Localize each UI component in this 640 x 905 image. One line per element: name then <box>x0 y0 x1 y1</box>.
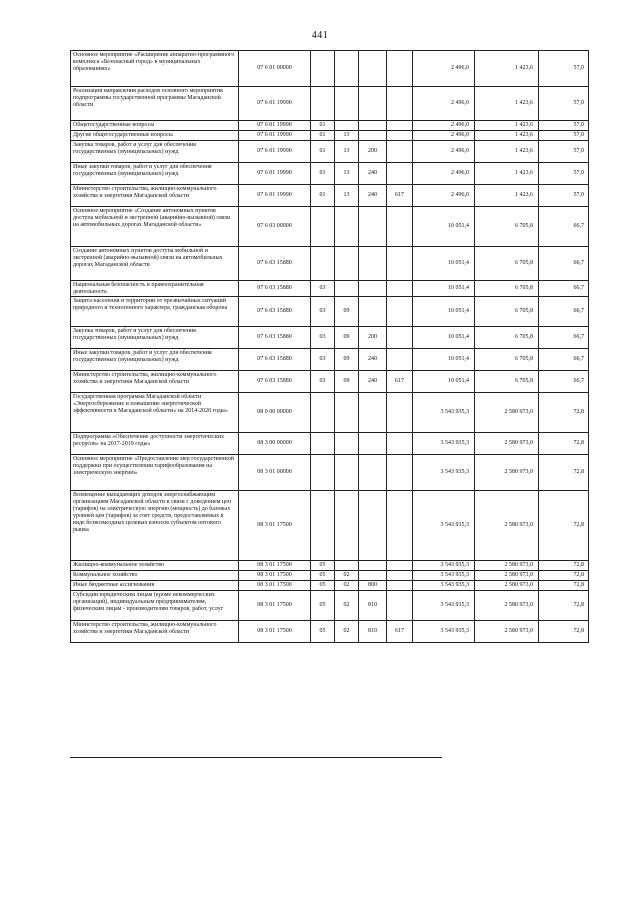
row-pr: 02 <box>335 571 359 581</box>
row-name: Жилищно-коммунальное хозяйство <box>71 561 239 571</box>
row-pct: 72,8 <box>539 581 589 591</box>
table-row <box>71 581 589 591</box>
row-pr <box>335 51 359 87</box>
row-vr <box>359 87 387 121</box>
row-fact: 1 423,6 <box>475 131 539 141</box>
row-grbs <box>387 393 413 433</box>
row-pr: 09 <box>335 371 359 393</box>
row-pr <box>335 491 359 561</box>
row-vr <box>359 561 387 571</box>
row-vr <box>359 51 387 87</box>
row-grbs <box>387 297 413 327</box>
row-csr: 08 3 01 17500 <box>239 561 311 571</box>
row-fact: 6 705,8 <box>475 207 539 247</box>
row-plan: 2 496,0 <box>413 185 475 207</box>
row-csr: 08 3 01 17500 <box>239 581 311 591</box>
row-fact: 6 705,8 <box>475 247 539 281</box>
row-vr: 240 <box>359 163 387 185</box>
row-csr: 08 3 01 17500 <box>239 571 311 581</box>
row-fact: 1 423,6 <box>475 185 539 207</box>
row-rz <box>311 87 335 121</box>
row-csr: 07 6 03 15880 <box>239 349 311 371</box>
table-row <box>71 327 589 349</box>
row-pct: 57,0 <box>539 141 589 163</box>
row-pr <box>335 393 359 433</box>
table-row <box>71 491 589 561</box>
row-grbs <box>387 131 413 141</box>
row-pct: 66,7 <box>539 247 589 281</box>
row-pr: 02 <box>335 581 359 591</box>
table-row <box>71 163 589 185</box>
row-grbs <box>387 455 413 491</box>
row-name: Подпрограмма «Обеспечение доступности энергетических ресурсов» на 2017-2019 годы» <box>71 433 239 455</box>
row-pct: 72,8 <box>539 393 589 433</box>
row-pr: 13 <box>335 131 359 141</box>
row-rz: 01 <box>311 185 335 207</box>
row-name: Общегосударственные вопросы <box>71 121 239 131</box>
row-grbs <box>387 433 413 455</box>
row-name: Министерство строительства, жилищно-коммунального хозяйства и энергетики Магаданской области <box>71 621 239 643</box>
row-pr <box>335 207 359 247</box>
row-rz: 05 <box>311 581 335 591</box>
row-plan: 2 496,0 <box>413 131 475 141</box>
row-grbs <box>387 281 413 297</box>
row-pr <box>335 87 359 121</box>
row-vr <box>359 393 387 433</box>
row-grbs <box>387 87 413 121</box>
row-vr: 200 <box>359 141 387 163</box>
row-plan: 2 496,0 <box>413 51 475 87</box>
row-pct: 57,0 <box>539 185 589 207</box>
row-fact: 1 423,6 <box>475 51 539 87</box>
row-plan: 10 051,4 <box>413 327 475 349</box>
row-pr: 09 <box>335 349 359 371</box>
row-rz: 01 <box>311 163 335 185</box>
row-name: Создание автономных пунктов доступа мобильной и экстренной (аварийно-вызывной) связи на автомобильных дорогах Магаданской области <box>71 247 239 281</box>
row-vr: 810 <box>359 621 387 643</box>
row-grbs <box>387 141 413 163</box>
row-name: Закупка товаров, работ и услуг для обеспечения государственных (муниципальных) нужд <box>71 327 239 349</box>
row-fact: 1 423,6 <box>475 87 539 121</box>
row-plan: 10 051,4 <box>413 297 475 327</box>
row-csr: 07 6 01 19990 <box>239 131 311 141</box>
table-row <box>71 281 589 297</box>
row-plan: 3 543 935,3 <box>413 561 475 571</box>
table-row <box>71 561 589 571</box>
row-grbs <box>387 491 413 561</box>
row-name: Закупка товаров, работ и услуг для обеспечения государственных (муниципальных) нужд <box>71 141 239 163</box>
row-csr: 07 6 01 19990 <box>239 163 311 185</box>
row-name: Реализация направления расходов основного мероприятия подпрограммы государственной программы Магаданской области <box>71 87 239 121</box>
row-fact: 1 423,6 <box>475 121 539 131</box>
table-row <box>71 591 589 621</box>
row-csr: 07 6 03 15880 <box>239 247 311 281</box>
row-pct: 72,8 <box>539 621 589 643</box>
row-plan: 3 543 935,3 <box>413 591 475 621</box>
row-pct: 72,8 <box>539 571 589 581</box>
table-row <box>71 621 589 643</box>
row-plan: 2 496,0 <box>413 141 475 163</box>
row-fact: 2 580 973,0 <box>475 455 539 491</box>
row-pct: 57,0 <box>539 87 589 121</box>
row-name: Министерство строительства, жилищно-коммунального хозяйства и энергетики Магаданской области <box>71 185 239 207</box>
row-pct: 66,7 <box>539 327 589 349</box>
row-csr: 08 3 00 00000 <box>239 433 311 455</box>
row-pr: 13 <box>335 163 359 185</box>
row-name: Другие общегосударственные вопросы <box>71 131 239 141</box>
row-rz <box>311 455 335 491</box>
table-row <box>71 51 589 87</box>
table-row <box>71 349 589 371</box>
row-fact: 2 580 973,0 <box>475 561 539 571</box>
table-body <box>71 51 589 643</box>
row-csr: 07 6 03 15880 <box>239 281 311 297</box>
table-row <box>71 393 589 433</box>
table-row <box>71 121 589 131</box>
row-grbs: 617 <box>387 185 413 207</box>
row-name: Основное мероприятие «Предоставление мер государственной поддержки при осуществлении тарифообразования на электрическую энергию» <box>71 455 239 491</box>
row-pct: 66,7 <box>539 281 589 297</box>
row-rz: 03 <box>311 297 335 327</box>
row-rz <box>311 51 335 87</box>
row-vr <box>359 281 387 297</box>
row-vr: 240 <box>359 185 387 207</box>
row-vr: 200 <box>359 327 387 349</box>
row-csr: 07 6 03 15880 <box>239 371 311 393</box>
row-rz: 01 <box>311 131 335 141</box>
row-rz: 01 <box>311 121 335 131</box>
row-fact: 2 580 973,0 <box>475 621 539 643</box>
row-name: Иные закупки товаров, работ и услуг для обеспечения государственных (муниципальных) нужд <box>71 163 239 185</box>
row-pct: 66,7 <box>539 371 589 393</box>
row-pr <box>335 121 359 131</box>
row-vr: 240 <box>359 349 387 371</box>
table-row <box>71 185 589 207</box>
row-csr: 07 6 01 00000 <box>239 51 311 87</box>
row-fact: 2 580 973,0 <box>475 491 539 561</box>
row-pct: 66,7 <box>539 349 589 371</box>
row-name: Национальная безопасность и правоохранительная деятельность <box>71 281 239 297</box>
row-grbs <box>387 571 413 581</box>
row-vr: 240 <box>359 371 387 393</box>
row-vr <box>359 297 387 327</box>
row-rz <box>311 393 335 433</box>
row-grbs <box>387 349 413 371</box>
table-row <box>71 207 589 247</box>
row-fact: 1 423,6 <box>475 141 539 163</box>
row-pct: 72,8 <box>539 491 589 561</box>
row-name: Субсидии юридическим лицам (кроме некоммерческих организаций), индивидуальным предпринимателям, физическим лицам - производителям товаров, работ, услуг <box>71 591 239 621</box>
row-name: Защита населения и территории от чрезвычайных ситуаций природного и техногенного характера, гражданская оборона <box>71 297 239 327</box>
row-csr: 08 3 01 00000 <box>239 455 311 491</box>
row-plan: 10 051,4 <box>413 371 475 393</box>
row-rz: 01 <box>311 141 335 163</box>
row-vr <box>359 207 387 247</box>
row-csr: 07 6 01 19990 <box>239 87 311 121</box>
row-fact: 6 705,8 <box>475 371 539 393</box>
row-rz <box>311 247 335 281</box>
row-pr <box>335 433 359 455</box>
row-vr <box>359 571 387 581</box>
row-fact: 2 580 973,0 <box>475 581 539 591</box>
row-plan: 2 496,0 <box>413 163 475 185</box>
row-pr <box>335 247 359 281</box>
row-grbs <box>387 163 413 185</box>
row-vr <box>359 433 387 455</box>
row-pr: 09 <box>335 327 359 349</box>
table-row <box>71 141 589 163</box>
row-pct: 66,7 <box>539 207 589 247</box>
row-pct: 57,0 <box>539 121 589 131</box>
row-vr: 810 <box>359 591 387 621</box>
row-vr <box>359 455 387 491</box>
budget-table <box>70 50 589 643</box>
table-row <box>71 131 589 141</box>
row-plan: 10 051,4 <box>413 281 475 297</box>
row-pct: 72,8 <box>539 455 589 491</box>
row-vr <box>359 131 387 141</box>
row-grbs <box>387 247 413 281</box>
row-grbs <box>387 51 413 87</box>
row-vr <box>359 247 387 281</box>
row-plan: 3 543 935,3 <box>413 433 475 455</box>
row-grbs <box>387 581 413 591</box>
row-csr: 08 3 01 17500 <box>239 621 311 643</box>
row-fact: 6 705,8 <box>475 281 539 297</box>
row-plan: 3 543 935,3 <box>413 393 475 433</box>
row-pr: 02 <box>335 591 359 621</box>
row-pct: 72,8 <box>539 561 589 571</box>
row-plan: 10 051,4 <box>413 247 475 281</box>
table-row <box>71 87 589 121</box>
row-grbs <box>387 561 413 571</box>
row-pr: 13 <box>335 185 359 207</box>
row-name: Государственная программа Магаданской области «Энергосбережение и повышение энергетической эффективности в Магаданской области» на 2014-2020 годы» <box>71 393 239 433</box>
row-plan: 2 496,0 <box>413 121 475 131</box>
row-csr: 08 0 00 00000 <box>239 393 311 433</box>
row-rz: 05 <box>311 621 335 643</box>
table-row <box>71 297 589 327</box>
row-rz: 05 <box>311 571 335 581</box>
row-plan: 3 543 935,3 <box>413 455 475 491</box>
row-grbs <box>387 327 413 349</box>
table-row <box>71 247 589 281</box>
row-grbs <box>387 591 413 621</box>
row-pct: 66,7 <box>539 297 589 327</box>
row-vr <box>359 491 387 561</box>
row-pr <box>335 561 359 571</box>
row-fact: 1 423,6 <box>475 163 539 185</box>
row-grbs <box>387 207 413 247</box>
row-grbs: 617 <box>387 621 413 643</box>
row-rz: 05 <box>311 591 335 621</box>
row-fact: 6 705,8 <box>475 349 539 371</box>
row-name: Коммунальное хозяйство <box>71 571 239 581</box>
row-plan: 3 543 935,3 <box>413 621 475 643</box>
row-rz: 03 <box>311 327 335 349</box>
row-plan: 3 543 935,3 <box>413 571 475 581</box>
row-pr: 13 <box>335 141 359 163</box>
row-vr <box>359 121 387 131</box>
row-fact: 2 580 973,0 <box>475 591 539 621</box>
bottom-divider <box>70 757 442 758</box>
row-csr: 08 3 01 17500 <box>239 491 311 561</box>
row-rz: 03 <box>311 371 335 393</box>
row-grbs: 617 <box>387 371 413 393</box>
row-pct: 57,0 <box>539 51 589 87</box>
page-number: 441 <box>311 30 329 41</box>
row-csr: 07 6 01 19990 <box>239 121 311 131</box>
row-plan: 10 051,4 <box>413 349 475 371</box>
row-pct: 57,0 <box>539 163 589 185</box>
table-row <box>71 371 589 393</box>
row-csr: 07 6 03 00000 <box>239 207 311 247</box>
row-csr: 07 6 03 15880 <box>239 327 311 349</box>
row-rz: 03 <box>311 281 335 297</box>
row-grbs <box>387 121 413 131</box>
row-csr: 07 6 01 19990 <box>239 141 311 163</box>
row-csr: 07 6 01 19990 <box>239 185 311 207</box>
row-pct: 57,0 <box>539 131 589 141</box>
row-pr <box>335 281 359 297</box>
table-row <box>71 433 589 455</box>
row-name: Иные закупки товаров, работ и услуг для обеспечения государственных (муниципальных) нужд <box>71 349 239 371</box>
row-fact: 6 705,8 <box>475 297 539 327</box>
row-csr: 08 3 01 17500 <box>239 591 311 621</box>
row-rz: 03 <box>311 349 335 371</box>
row-pct: 72,8 <box>539 591 589 621</box>
row-rz <box>311 433 335 455</box>
row-rz <box>311 491 335 561</box>
row-fact: 2 580 973,0 <box>475 571 539 581</box>
row-plan: 3 543 935,3 <box>413 491 475 561</box>
row-name: Возмещение выпадающих доходов энергоснабжающим организациям Магаданской области в связи с доведением цен (тарифов) на электрическую энергию (мощность) до базовых уровней цен (тарифов) за счет средств, предоставляемых в виде безвозмездных целевых взносов субъектом оптового рынка <box>71 491 239 561</box>
row-plan: 3 543 935,3 <box>413 581 475 591</box>
table-row <box>71 455 589 491</box>
row-fact: 6 705,8 <box>475 327 539 349</box>
row-name: Министерство строительства, жилищно-коммунального хозяйства и энергетики Магаданской области <box>71 371 239 393</box>
row-name: Основное мероприятие «Расширение аппаратно-программного комплекса «Безопасный город» в муниципальных образованиях» <box>71 51 239 87</box>
row-rz: 05 <box>311 561 335 571</box>
row-plan: 10 051,4 <box>413 207 475 247</box>
row-pr <box>335 455 359 491</box>
row-vr: 800 <box>359 581 387 591</box>
row-name: Основное мероприятие «Создание автономных пунктов доступа мобильной и экстренной (аварийно-вызывной) связи на автомобильных дорогах Магаданской области» <box>71 207 239 247</box>
row-csr: 07 6 03 15880 <box>239 297 311 327</box>
row-pr: 09 <box>335 297 359 327</box>
row-rz <box>311 207 335 247</box>
row-fact: 2 580 973,0 <box>475 393 539 433</box>
row-fact: 2 580 973,0 <box>475 433 539 455</box>
table-row <box>71 571 589 581</box>
row-pct: 72,8 <box>539 433 589 455</box>
row-name: Иные бюджетные ассигнования <box>71 581 239 591</box>
row-pr: 02 <box>335 621 359 643</box>
row-plan: 2 496,0 <box>413 87 475 121</box>
